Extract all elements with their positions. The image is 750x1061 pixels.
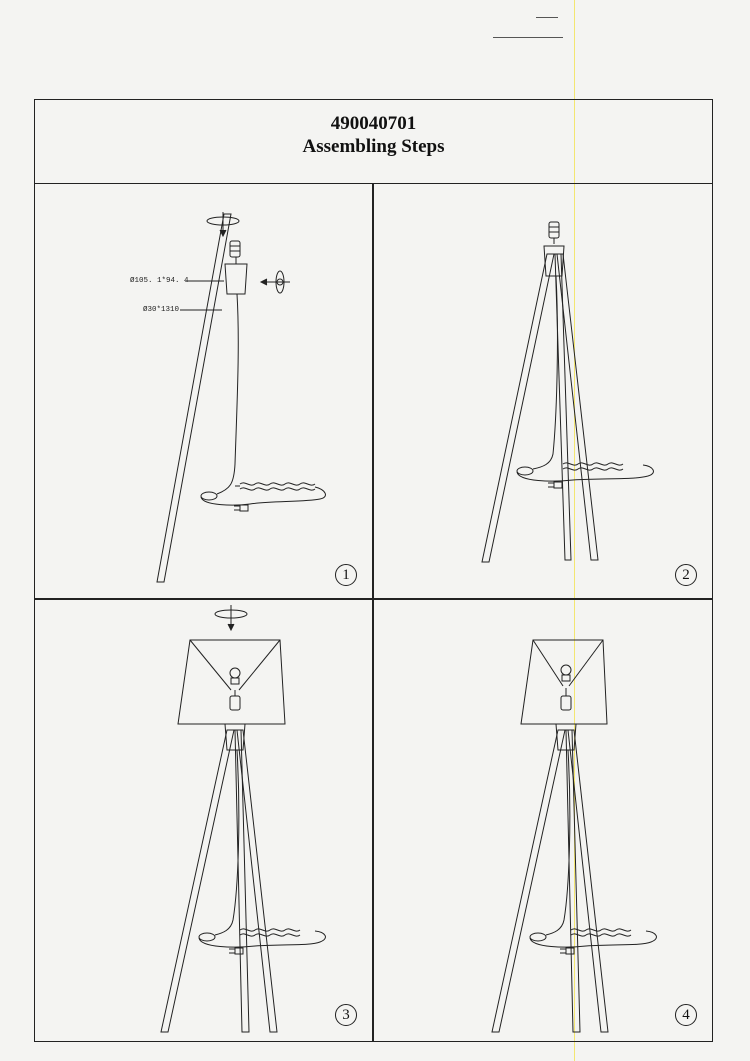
- product-number: 490040701: [330, 113, 417, 134]
- scan-artifact: [493, 37, 563, 38]
- step-3-panel: [35, 600, 372, 1041]
- sheet-header: [35, 100, 712, 184]
- step-1-illustration: [35, 184, 372, 598]
- step-2-panel: [373, 184, 713, 598]
- sheet-title: Assembling Steps: [302, 136, 445, 157]
- step-1-panel: [35, 184, 372, 598]
- scan-artifact: [536, 17, 558, 18]
- step-4-panel: [373, 600, 713, 1041]
- step-3-illustration: [35, 600, 372, 1041]
- step-number-badge: 2: [675, 564, 697, 586]
- shade-dimension-label: Ø105. 1*94. 4: [130, 277, 189, 285]
- step-4-illustration: [373, 600, 713, 1041]
- step-2-illustration: [373, 184, 713, 598]
- leg-dimension-label: Ø30*1310: [143, 306, 180, 314]
- step-number-badge: 3: [335, 1004, 357, 1026]
- assembly-sheet: [34, 99, 713, 1042]
- step-number-badge: 4: [675, 1004, 697, 1026]
- step-number-badge: 1: [335, 564, 357, 586]
